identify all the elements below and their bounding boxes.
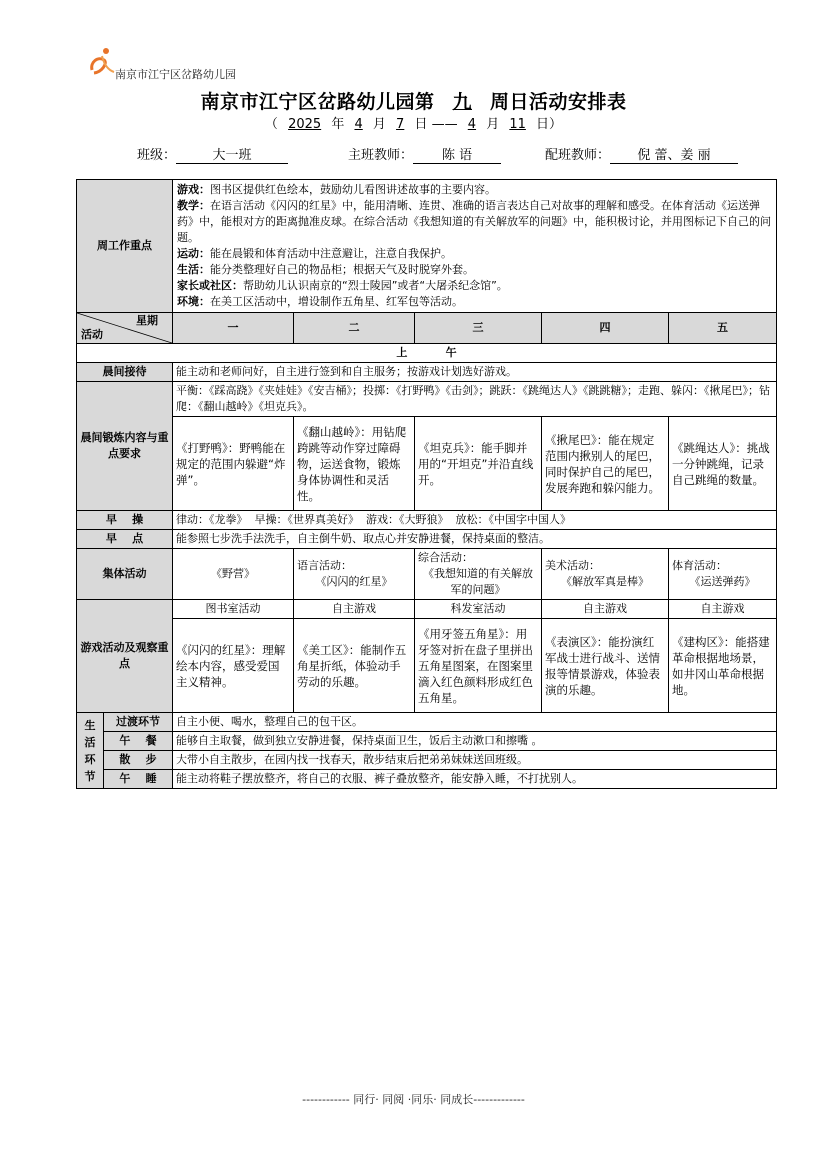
play-days-row [77,619,777,713]
focus-item [177,246,772,262]
focus-key: 游戏： [177,183,210,196]
focus-key: 家长或社区： [177,279,243,292]
focus-text: 能在晨锻和体育活动中注意避让，注意自我保护。 [210,247,452,260]
activity-title: 《解放军真是棒》 [561,575,649,588]
group-activity-label: 集体活动 [77,549,173,600]
exercise-days-row [77,417,777,511]
day-char-2: 日 [536,117,550,132]
exercise-summary-row [77,382,777,417]
morning-exercise-row [77,511,777,530]
weekday-corner [77,313,173,344]
exercise-wed: 《坦克兵》：能手脚并用的“开坦克”并沿直线开。 [415,417,542,511]
paren-open: （ [264,117,278,132]
activity-type: 综合活动： [418,551,473,564]
exercise-thu: 《揪尾巴》：能在规定范围内揪别人的尾巴，同时保护自己的尾巴，发展奔跑和躲闪能力。 [542,417,669,511]
logo-icon [88,44,116,80]
life-nap-text: 能主动将鞋子摆放整齐，将自己的衣服、裤子叠放整齐，能安静入睡，不打扰别人。 [173,770,777,789]
end-day: 11 [509,117,526,132]
corner-bottom-label: 活动 [81,328,103,341]
week-number: 九 [452,91,472,113]
activity-title: 《闪闪的红星》 [315,575,393,588]
date-dash: —— [431,117,458,132]
focus-text: 帮助幼儿认识南京的“烈士陵园”或者“大屠杀纪念馆”。 [243,279,508,292]
morning-row [77,344,777,363]
focus-item [177,198,772,246]
main-teacher-label: 主班教师： [348,148,414,163]
assist-teacher-label: 配班教师： [545,148,611,163]
life-row [77,732,777,751]
snack-text: 能参照七步洗手法洗手，自主倒牛奶、取点心并安静进餐，保持桌面的整洁。 [173,530,777,549]
end-month: 4 [467,117,477,132]
weekday-thu: 四 [542,313,669,344]
exercise-fri: 《跳绳达人》：挑战一分钟跳绳，记录自己跳绳的数量。 [669,417,777,511]
snack-label: 早 点 [77,530,173,549]
life-lunch-text: 能够自主取餐，做到独立安静进餐，保持桌面卫生，饭后主动漱口和擦嘴 。 [173,732,777,751]
life-transition-text: 自主小便、喝水，整理自己的包干区。 [173,713,777,732]
weekday-wed: 三 [415,313,542,344]
exercise-summary: 平衡：《踩高跷》《夹娃娃》《安吉桶》；投掷：《打野鸭》《击剑》；跳跃：《跳绳达人》《跳跳糖》；走跑、躲闪：《揪尾巴》；钻爬：《翻山越岭》《坦克兵》。 [173,382,777,417]
page-title [0,87,827,114]
exercise-mon: 《打野鸭》：野鸭能在规定的范围内躲避“炸弹”。 [173,417,294,511]
month-char-2: 月 [486,117,500,132]
play-header-row [77,600,777,619]
life-walk-text: 大带小自主散步，在园内找一找春天，散步结束后把弟弟妹妹送回班级。 [173,751,777,770]
reception-label: 晨间接待 [77,363,173,382]
play-header-mon: 图书室活动 [173,600,294,619]
activity-type: 体育活动： [672,559,727,572]
focus-key: 教学： [177,199,210,212]
focus-text: 能分类整理好自己的物品柜；根据天气及时脱穿外套。 [210,263,474,276]
activity-title: 《我想知道的有关解放军的问题》 [423,567,533,596]
corner-top-label: 星期 [136,314,158,327]
activity-type: 语言活动： [297,559,352,572]
activity-title: 《运送弹药》 [689,575,756,588]
date-range [0,113,827,132]
focus-text: 在语言活动《闪闪的红星》中，能用清晰、连贯、准确的语言表达自己对故事的理解和感受。在体育活动《运送弹药》中，能根对方的距离抛准皮球。在综合活动《我想知道的有关解放军的问题》中，能积极讨论，并用图标记下自己的问题。 [177,199,771,244]
logo-text: 南京市江宁区岔路幼儿园 [115,68,236,81]
weekday-tue: 二 [294,313,415,344]
assist-teacher-value: 倪 蕾、姜 丽 [610,144,738,164]
title-suffix: 周日活动安排表 [490,91,627,113]
snack-row [77,530,777,549]
footer-slogan: ------------ 同行· 同阅 ·同乐· 同成长------------- [302,1093,525,1106]
focus-text: 在美工区活动中，增设制作五角星、红军包等活动。 [210,295,463,308]
activity-title: 《野营》 [211,567,255,580]
title-prefix: 南京市江宁区岔路幼儿园第 [200,91,435,113]
play-mon: 《闪闪的红星》：理解绘本内容，感受爱国主义精神。 [173,619,294,713]
day-char: 日 [414,117,428,132]
life-row [77,713,777,732]
weekday-mon: 一 [173,313,294,344]
weekday-header-row [77,313,777,344]
group-activity-thu [542,549,669,600]
play-tue: 《美工区》：能制作五角星折纸，体验动手劳动的乐趣。 [294,619,415,713]
life-row [77,770,777,789]
morning-exercise-label: 早 操 [77,511,173,530]
play-thu: 《表演区》：能扮演红军战士进行战斗、送情报等情景游戏，体验表演的乐趣。 [542,619,669,713]
focus-item [177,278,772,294]
play-fri: 《建构区》：能搭建革命根据地场景，如井冈山革命根据地。 [669,619,777,713]
focus-content [173,180,777,313]
life-label-text: 生活环节 [84,718,96,783]
activity-type: 美术活动： [545,559,600,572]
life-row [77,751,777,770]
start-year: 2025 [288,117,322,132]
life-nap-label: 午 睡 [104,770,173,789]
exercise-tue: 《翻山越岭》：用钻爬跨跳等动作穿过障碍物，运送食物，锻炼身体协调性和灵活性。 [294,417,415,511]
paren-close: ） [549,117,563,132]
focus-item [177,182,772,198]
class-label: 班级： [137,148,177,163]
focus-key: 运动： [177,247,210,260]
assist-teacher-info [545,144,738,164]
focus-label: 周工作重点 [77,180,173,313]
group-activity-mon [173,549,294,600]
play-header-thu: 自主游戏 [542,600,669,619]
play-header-tue: 自主游戏 [294,600,415,619]
year-char: 年 [331,117,345,132]
main-teacher-info [348,144,501,164]
play-label: 游戏活动及观察重点 [77,600,173,713]
exercise-label: 晨间锻炼内容与重点要求 [77,382,173,511]
start-month: 4 [354,117,363,132]
reception-row [77,363,777,382]
group-activity-wed [415,549,542,600]
group-activity-tue [294,549,415,600]
kindergarten-logo [88,44,288,84]
life-lunch-label: 午 餐 [104,732,173,751]
play-header-wed: 科发室活动 [415,600,542,619]
schedule-table [76,179,777,789]
focus-row [77,180,777,313]
reception-text: 能主动和老师问好，自主进行签到和自主服务；按游戏计划选好游戏。 [173,363,777,382]
weekday-fri: 五 [669,313,777,344]
focus-key: 生活： [177,263,210,276]
focus-item [177,294,772,310]
class-value: 大一班 [176,144,288,164]
main-teacher-value: 陈 语 [413,144,501,164]
month-char: 月 [372,117,386,132]
morning-label: 上 午 [77,344,777,363]
morning-exercise-text: 律动：《龙拳》 早操：《世界真美好》 游戏：《大野狼》 放松：《中国字中国人》 [173,511,777,530]
life-transition-label: 过渡环节 [104,713,173,732]
play-header-fri: 自主游戏 [669,600,777,619]
life-label [77,713,104,789]
start-day: 7 [396,117,405,132]
group-activity-row [77,549,777,600]
life-walk-label: 散 步 [104,751,173,770]
class-info [137,144,288,164]
play-wed: 《用牙签五角星》：用牙签对折在盘子里拼出五角星图案，在图案里滴入红色颜料形成红色五角星。 [415,619,542,713]
focus-item [177,262,772,278]
group-activity-fri [669,549,777,600]
focus-key: 环境： [177,295,210,308]
focus-text: 图书区提供红色绘本，鼓励幼儿看图讲述故事的主要内容。 [210,183,496,196]
